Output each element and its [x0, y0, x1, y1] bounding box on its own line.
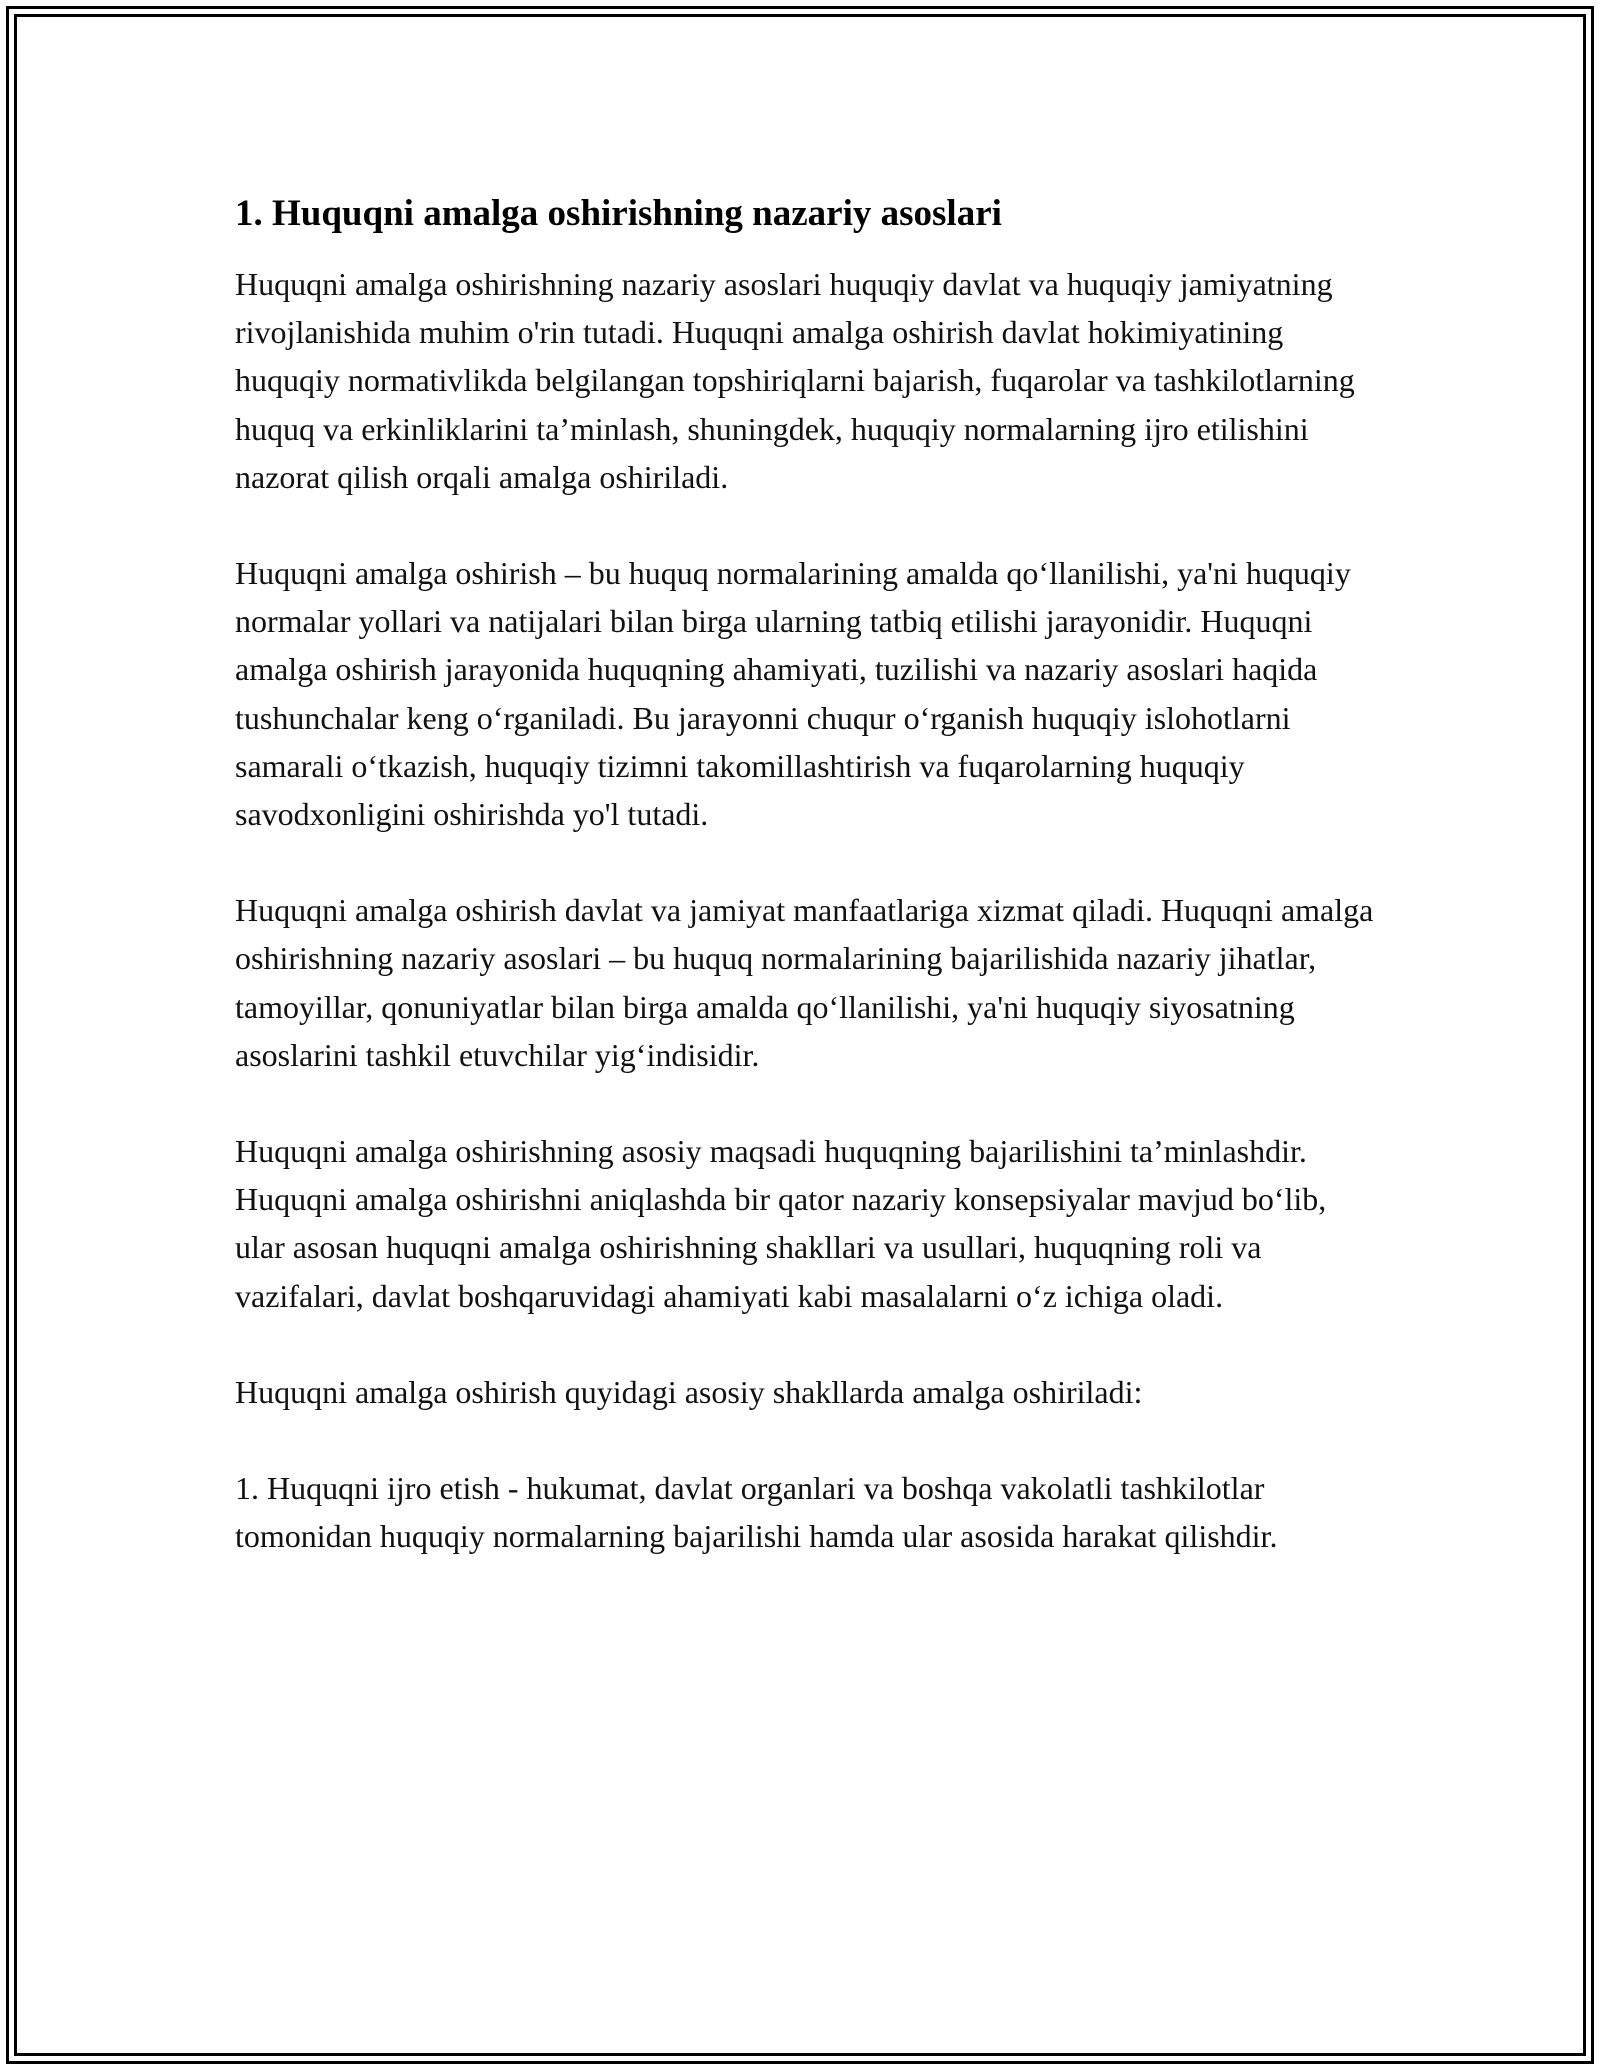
paragraph-5: Huquqni amalga oshirish quyidagi asosiy shakllarda amalga oshiriladi:	[235, 1373, 1143, 1410]
document-body	[235, 190, 1375, 1608]
paragraph-6: 1. Huquqni ijro etish - hukumat, davlat organlari va boshqa vakolatli tashkilotlar tomonidan huquqiy normalarning bajarilishi hamda ular asosida harakat qilishdir.	[235, 1470, 1278, 1555]
paragraph-3: Huquqni amalga oshirish davlat va jamiyat manfaatlariga xizmat qiladi. Huquqni amalga oshirishning nazariy asoslari – bu huquq normalarining bajarilishida nazariy jihatlar, tamoyillar, qonuniyatlar bilan birga amalda qo‘llanilishi, ya'ni huquqiy siyosatning asoslarini tashkil etuvchilar yig‘indisidir.	[235, 892, 1374, 1073]
section-heading: 1. Huquqni amalga oshirishning nazariy asoslari	[235, 193, 1002, 234]
paragraph-4: Huquqni amalga oshirishning asosiy maqsadi huquqning bajarilishini ta’minlashdir. Huquqni amalga oshirishni aniqlashda bir qator nazariy konsepsiyalar mavjud bo‘lib, ular asosan huquqni amalga oshirishning shakllari va usullari, huquqning roli va vazifalari, davlat boshqaruvidagi ahamiyati kabi masalalarni o‘z ichiga oladi.	[235, 1133, 1327, 1314]
paragraph-1: Huquqni amalga oshirishning nazariy asoslari huquqiy davlat va huquqiy jamiyatning rivojlanishida muhim o'rin tutadi. Huquqni amalga oshirish davlat hokimiyatining huquqiy normativlikda belgilangan topshiriqlarni bajarish, fuqarolar va tashkilotlarning huquq va erkinliklarini ta’minlash, shuningdek, huquqiy normalarning ijro etilishini nazorat qilish orqali amalga oshiriladi.	[235, 266, 1355, 495]
paragraph-2: Huquqni amalga oshirish – bu huquq normalarining amalda qo‘llanilishi, ya'ni huquqiy normalar yollari va natijalari bilan birga ularning tatbiq etilishi jarayonidir. Huquqni amalga oshirish jarayonida huquqning ahamiyati, tuzilishi va nazariy asoslari haqida tushunchalar keng o‘rganiladi. Bu jarayonni chuqur o‘rganish huquqiy islohotlarni samarali o‘tkazish, huquqiy tizimni takomillashtirish va fuqarolarning huquqiy savodxonligini oshirishda yo'l tutadi.	[235, 555, 1351, 833]
